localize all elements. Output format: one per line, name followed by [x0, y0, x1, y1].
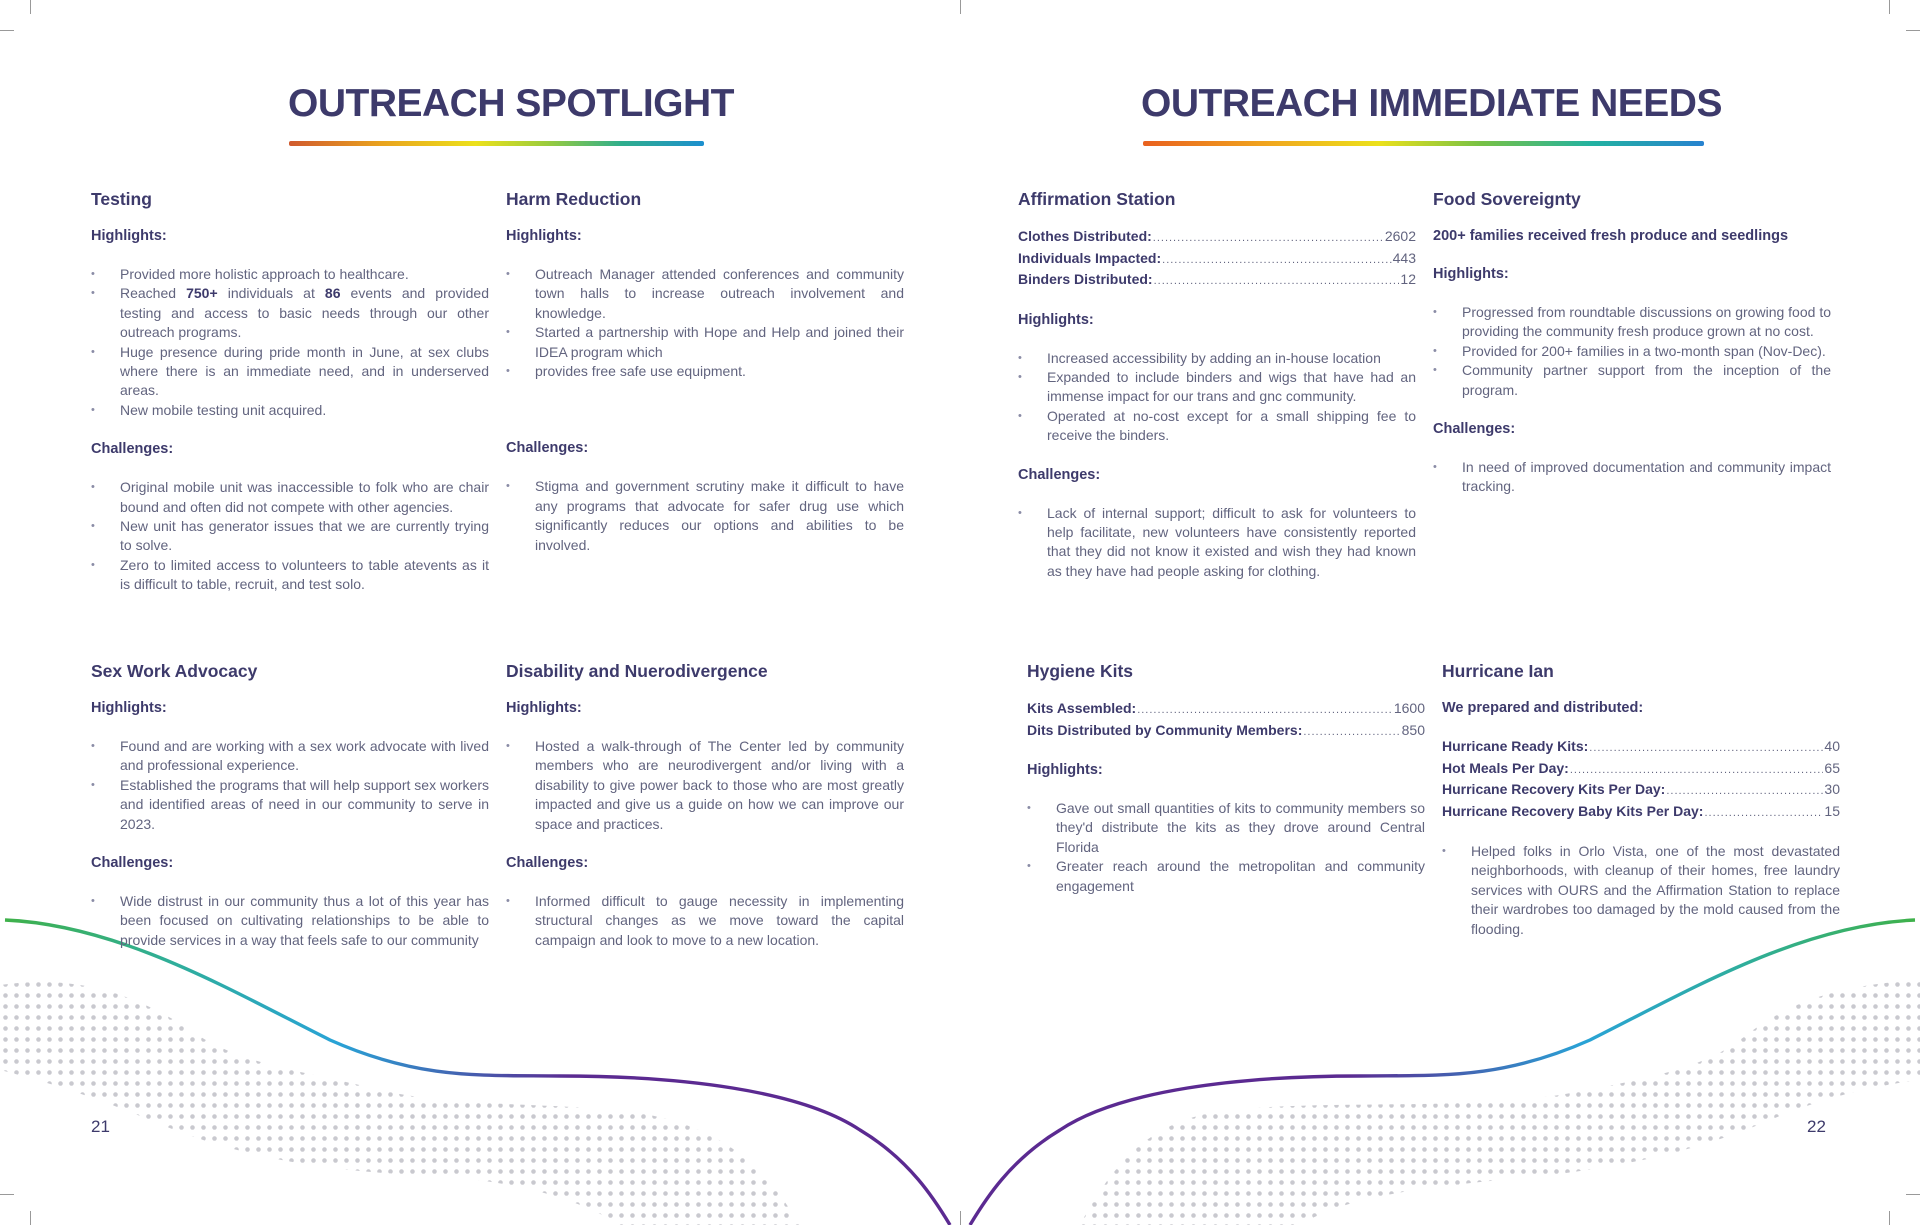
- stat-row: Hot Meals Per Day: ..... 65: [1442, 759, 1840, 781]
- challenges-list: [506, 892, 904, 950]
- list-item: • Established the programs that will help support sex workers and identified areas of need in our community to serve in 2023.: [91, 776, 489, 834]
- highlights-list: [91, 737, 489, 834]
- list-item: • Informed difficult to gauge necessity in implementing structural changes as we move toward the capital campaign and look to move to a new location.: [506, 892, 904, 950]
- stats-list: [1442, 737, 1840, 823]
- section-hurricane-ian: [1442, 660, 1840, 959]
- list-item: • Community partner support from the inception of the program.: [1433, 361, 1831, 400]
- highlights-label: Highlights:: [1433, 266, 1509, 282]
- dot-field: [0, 982, 800, 1225]
- highlights-list: [506, 265, 904, 381]
- list-item: • Greater reach around the metropolitan and community engagement: [1027, 857, 1425, 896]
- section-heading: Disability and Nuerodivergence: [506, 661, 768, 681]
- list-item: • New mobile testing unit acquired.: [91, 401, 489, 420]
- challenges-list: [1018, 504, 1416, 582]
- list-item: • Provided more holistic approach to healthcare.: [91, 265, 489, 284]
- lead-text: We prepared and distributed:: [1442, 700, 1644, 716]
- highlights-list: [1442, 842, 1840, 939]
- list-item: • Operated at no-cost except for a small shipping fee to receive the binders.: [1018, 407, 1416, 446]
- stat-row: Kits Assembled: ..... 1600: [1027, 699, 1425, 721]
- challenges-label: Challenges:: [1018, 466, 1101, 483]
- highlights-label: Highlights:: [91, 700, 167, 716]
- section-food-sovereignty: [1433, 188, 1831, 517]
- lead-text: 200+ families received fresh produce and seedlings: [1433, 228, 1789, 244]
- section-heading: Testing: [91, 189, 152, 209]
- list-item: • Provided for 200+ families in a two-month span (Nov-Dec).: [1433, 342, 1831, 361]
- challenges-label: Challenges:: [1433, 421, 1516, 438]
- list-item: • Wide distrust in our community thus a lot of this year has been focused on cultivating relationships to be able to provide services in a way that feels safe to our community: [91, 892, 489, 950]
- highlights-label: Highlights:: [1018, 311, 1094, 328]
- list-item: • Lack of internal support; difficult to ask for volunteers to help facilitate, new volunteers have consistently reported that they did not know it existed and wish they had known as they have had people asking for clothing.: [1018, 504, 1416, 582]
- stat-row: Dits Distributed by Community Members: ..... 850: [1027, 721, 1425, 743]
- stat-row: Hurricane Recovery Kits Per Day: ..... 30: [1442, 780, 1840, 802]
- highlights-list: [1027, 799, 1425, 896]
- highlights-label: Highlights:: [506, 700, 582, 716]
- list-item: • provides free safe use equipment.: [506, 362, 904, 381]
- stat-row: Clothes Distributed: ..... 2602: [1018, 227, 1416, 249]
- highlights-list: [506, 737, 904, 834]
- page-title-right: OUTREACH IMMEDIATE NEEDS: [1141, 82, 1722, 125]
- challenges-list: [91, 478, 489, 594]
- list-item: • New unit has generator issues that we are currently trying to solve.: [91, 517, 489, 556]
- list-item: • Found and are working with a sex work advocate with lived and professional experience.: [91, 737, 489, 776]
- page-number-left: 21: [91, 1117, 110, 1136]
- stat-row: Binders Distributed: ..... 12: [1018, 270, 1416, 292]
- title-underline-gradient: [289, 141, 704, 146]
- stats-list: [1027, 699, 1425, 742]
- highlights-label: Highlights:: [1027, 762, 1103, 778]
- list-item: • Started a partnership with Hope and Help and joined their IDEA program which: [506, 323, 904, 362]
- section-heading: Hurricane Ian: [1442, 661, 1554, 681]
- section-heading: Food Sovereignty: [1433, 189, 1581, 209]
- list-item: • Zero to limited access to volunteers to table atevents as it is difficult to table, recruit, and test solo.: [91, 556, 489, 595]
- stats-list: [1018, 227, 1416, 292]
- stat-row: Hurricane Recovery Baby Kits Per Day: ..... 15: [1442, 802, 1840, 824]
- highlights-list: [91, 265, 489, 420]
- challenges-label: Challenges:: [506, 440, 589, 457]
- list-item: • Expanded to include binders and wigs that have had an immense impact for our trans and gnc community.: [1018, 368, 1416, 407]
- list-item: • Huge presence during pride month in June, at sex clubs where there is an immediate need, and in underserved areas.: [91, 343, 489, 401]
- list-item: • Stigma and government scrutiny make it difficult to have any programs that advocate for safer drug use which significantly reduces our options and abilities to be involved.: [506, 477, 904, 555]
- challenges-list: [1433, 458, 1831, 497]
- dot-field: [1080, 980, 1920, 1225]
- challenges-list: [91, 892, 489, 950]
- stat-row: Individuals Impacted: ..... 443: [1018, 249, 1416, 271]
- list-item: • Gave out small quantities of kits to community members so they'd distribute the kits as they drove around Central Florida: [1027, 799, 1425, 857]
- section-testing: [91, 188, 489, 615]
- list-item: • Reached 750+ individuals at 86 events and provided testing and access to basic needs through our other outreach programs.: [91, 284, 489, 342]
- list-item: • Hosted a walk-through of The Center led by community members who are neurodivergent and/or living with a disability to give power back to those who are most greatly impacted and give us a guide on how we can improve our space and practices.: [506, 737, 904, 834]
- page-title-left: OUTREACH SPOTLIGHT: [288, 82, 734, 125]
- page-number-right: 22: [1807, 1117, 1826, 1136]
- section-heading: Harm Reduction: [506, 189, 642, 209]
- challenges-label: Challenges:: [91, 855, 174, 872]
- section-affirmation-station: [1018, 188, 1416, 601]
- challenges-label: Challenges:: [506, 855, 589, 872]
- list-item: • Original mobile unit was inaccessible to folk who are chair bound and often did not compete with other agencies.: [91, 478, 489, 517]
- section-disability: [506, 660, 904, 970]
- section-heading: Sex Work Advocacy: [91, 661, 258, 681]
- list-item: • Progressed from roundtable discussions on growing food to providing the community fresh produce grown at no cost.: [1433, 303, 1831, 342]
- list-item: • Outreach Manager attended conferences and community town halls to increase outreach involvement and knowledge.: [506, 265, 904, 323]
- title-underline-gradient: [1143, 141, 1704, 146]
- stat-row: Hurricane Ready Kits: ..... 40: [1442, 737, 1840, 759]
- section-heading: Affirmation Station: [1018, 189, 1176, 209]
- section-heading: Hygiene Kits: [1027, 661, 1133, 681]
- challenges-label: Challenges:: [91, 441, 174, 458]
- highlights-label: Highlights:: [506, 228, 582, 244]
- section-hygiene-kits: [1027, 660, 1425, 916]
- highlights-list: [1018, 349, 1416, 446]
- highlights-label: Highlights:: [91, 228, 167, 244]
- highlights-list: [1433, 303, 1831, 400]
- challenges-list: [506, 477, 904, 555]
- list-item: • Increased accessibility by adding an in-house location: [1018, 349, 1416, 368]
- list-item: • In need of improved documentation and community impact tracking.: [1433, 458, 1831, 497]
- list-item: • Helped folks in Orlo Vista, one of the most devastated neighborhoods, with cleanup of their homes, free laundry services with OURS and the Affirmation Station to replace their wardrobes too damaged by the mold caused from the flooding.: [1442, 842, 1840, 939]
- section-sex-work-advocacy: [91, 660, 489, 970]
- section-harm-reduction: [506, 188, 904, 575]
